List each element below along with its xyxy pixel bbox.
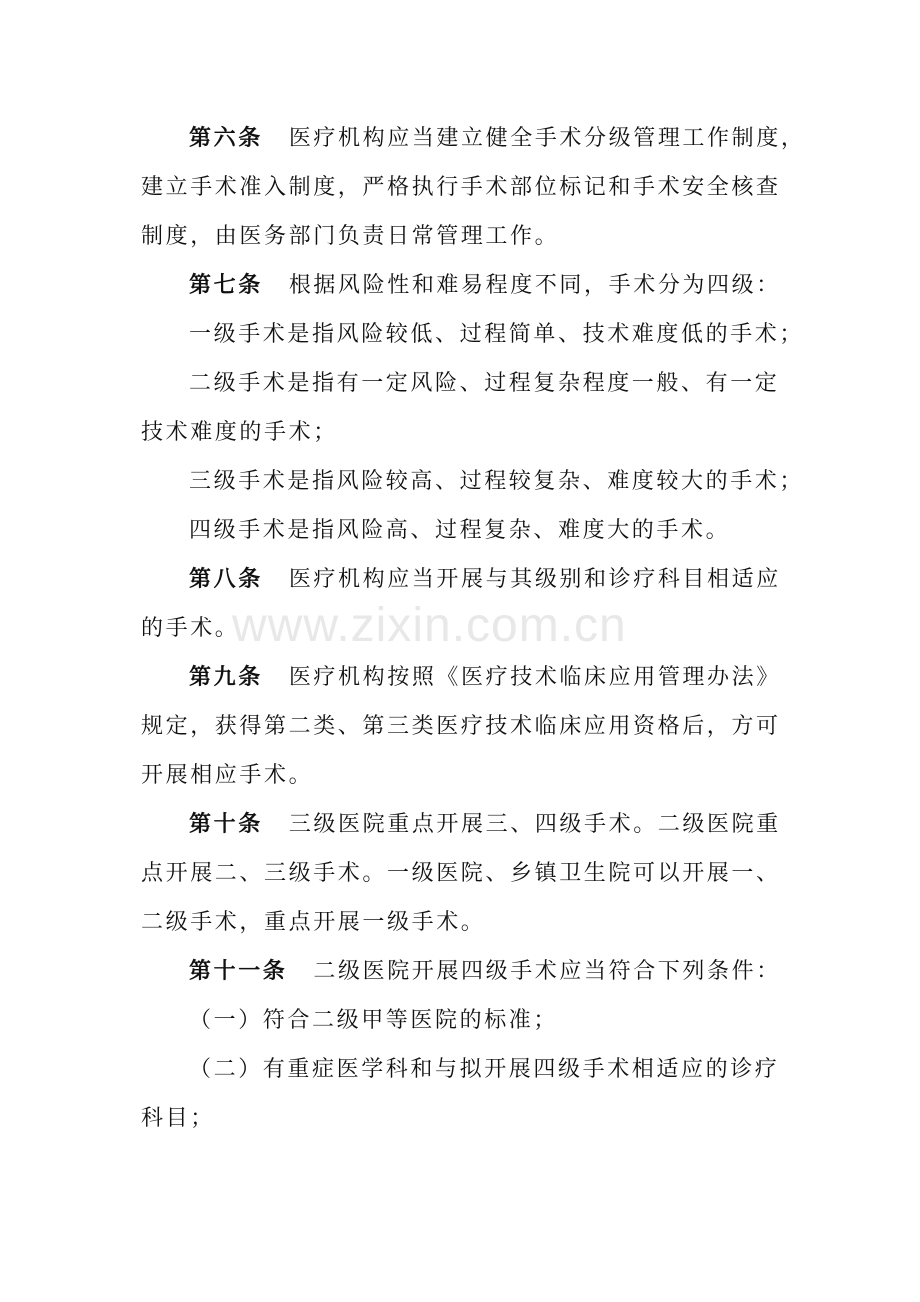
article-9-line-3: 开展相应手术。 xyxy=(141,763,314,788)
article-10-line-1 xyxy=(141,800,786,849)
article-6-text: 医疗机构应当建立健全手术分级管理工作制度， xyxy=(288,126,806,151)
article-9-line-1 xyxy=(141,653,786,702)
article-7-text: 根据风险性和难易程度不同，手术分为四级： xyxy=(288,273,781,298)
article-10-heading: 第十条 xyxy=(189,812,263,837)
condition-2: （二）有重症医学科和与拟开展四级手术相适应的诊疗 xyxy=(189,1057,780,1082)
article-9-heading: 第九条 xyxy=(189,665,263,690)
article-7-line-1 xyxy=(141,261,786,310)
article-6-line-3: 制度，由医务部门负责日常管理工作。 xyxy=(141,224,560,249)
level-4-definition: 四级手术是指风险高、过程复杂、难度大的手术。 xyxy=(189,518,731,543)
article-10-line-3: 二级手术，重点开展一级手术。 xyxy=(141,910,486,935)
article-6-heading: 第六条 xyxy=(189,126,263,151)
article-10-line-2: 点开展二、三级手术。一级医院、乡镇卫生院可以开展一、 xyxy=(141,861,781,886)
level-2-definition-cont: 技术难度的手术； xyxy=(141,420,338,445)
article-11-text: 二级医院开展四级手术应当符合下列条件： xyxy=(313,959,781,984)
level-3-definition: 三级手术是指风险较高、过程较复杂、难度较大的手术； xyxy=(189,469,805,494)
level-1-definition: 一级手术是指风险较低、过程简单、技术难度低的手术； xyxy=(189,322,805,347)
condition-1: （一）符合二级甲等医院的标准； xyxy=(189,1008,559,1033)
article-8-line-2: 的手术。 xyxy=(141,616,240,641)
article-11-heading: 第十一条 xyxy=(189,959,288,984)
article-8-heading: 第八条 xyxy=(189,567,263,592)
article-9-text: 医疗机构按照《医疗技术临床应用管理办法》 xyxy=(288,665,781,690)
article-9-line-2: 规定，获得第二类、第三类医疗技术临床应用资格后，方可 xyxy=(141,714,781,739)
article-7-heading: 第七条 xyxy=(189,273,263,298)
condition-2-cont: 科目； xyxy=(141,1106,215,1131)
level-2-definition: 二级手术是指有一定风险、过程复杂程度一般、有一定 xyxy=(189,371,780,396)
article-11-line-1 xyxy=(141,947,786,996)
document-body xyxy=(141,114,806,1143)
article-6-line-1 xyxy=(141,114,806,163)
article-8-line-1 xyxy=(141,555,786,604)
watermark: www.zixin.com.cn xyxy=(232,599,627,652)
article-10-text: 三级医院重点开展三、四级手术。二级医院重 xyxy=(288,812,781,837)
article-6-line-2: 建立手术准入制度，严格执行手术部位标记和手术安全核查 xyxy=(141,175,781,200)
article-8-text: 医疗机构应当开展与其级别和诊疗科目相适应 xyxy=(288,567,781,592)
